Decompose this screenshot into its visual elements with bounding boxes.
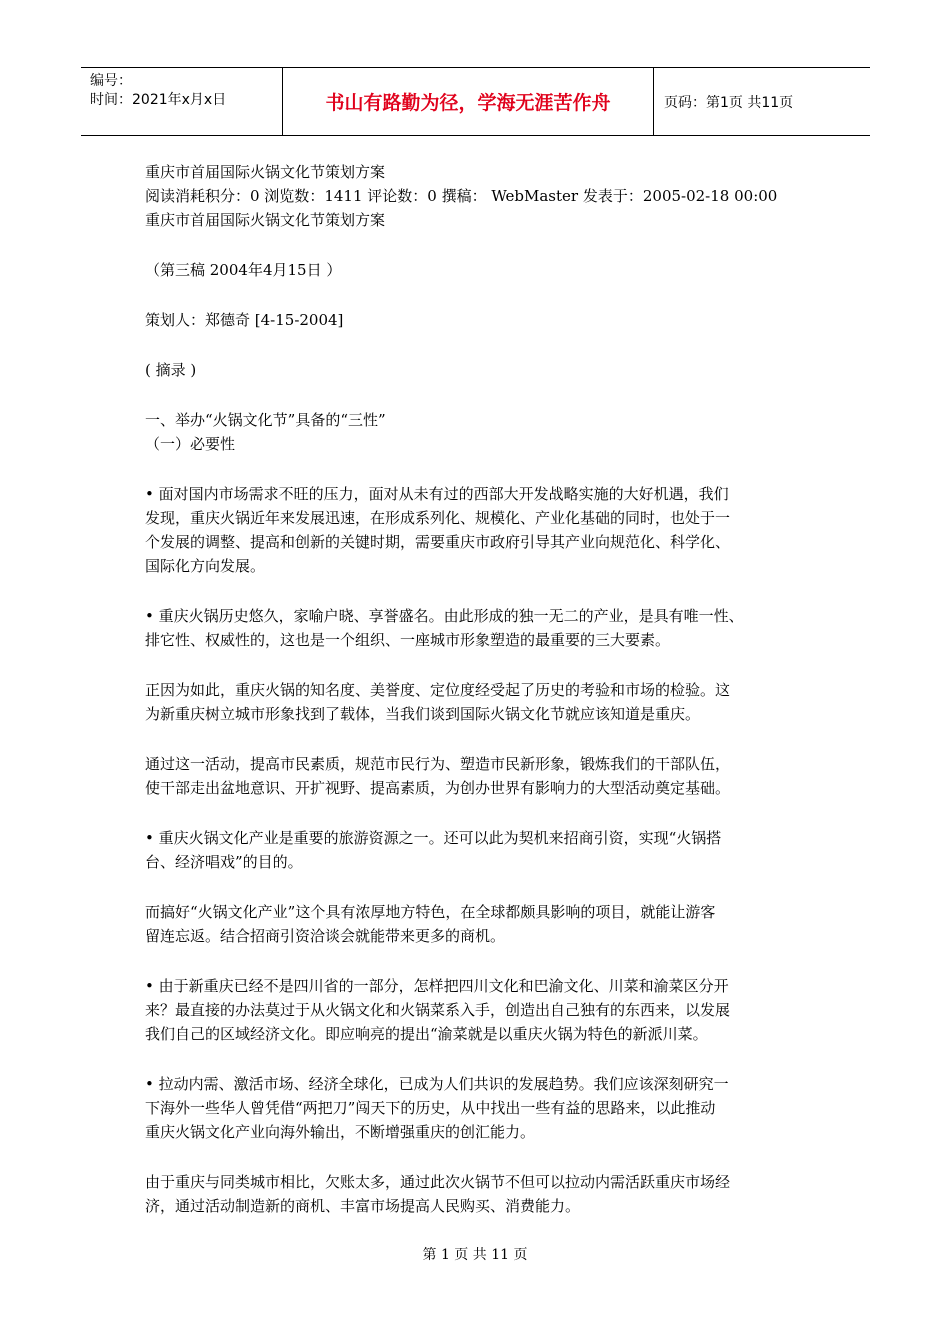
paragraph [145, 604, 825, 652]
text-line: 而搞好“火锅文化产业”这个具有浓厚地方特色，在全球都颇具影响的项目，就能让游客 [145, 903, 716, 921]
text-line: 使干部走出盆地意识、开扩视野、提高素质，为创办世界有影响力的大型活动奠定基础。 [145, 779, 731, 797]
text-line: 重庆市首届国际火锅文化节策划方案 [145, 163, 386, 181]
text-line: 台、经济唱戏”的目的。 [145, 853, 303, 871]
text-line: 我们自己的区域经济文化。即应响亮的提出“渝菜就是以重庆火锅为特色的新派川菜。 [145, 1025, 708, 1043]
text-line: 济，通过活动制造新的商机、丰富市场提高人民购买、消费能力。 [145, 1197, 581, 1215]
paragraph [145, 1170, 825, 1218]
text-line: 个发展的调整、提高和创新的关键时期，需要重庆市政府引导其产业向规范化、科学化、 [145, 533, 731, 551]
text-line: • 重庆火锅历史悠久，家喻户晓、享誉盛名。由此形成的独一无二的产业，是具有唯一性、 [145, 607, 744, 625]
text-line: • 面对国内市场需求不旺的压力，面对从未有过的西部大开发战略实施的大好机遇，我们 [145, 485, 729, 503]
paragraph-gap [145, 1046, 825, 1072]
text-line: 通过这一活动，提高市民素质，规范市民行为、塑造市民新形象，锻炼我们的干部队伍， [145, 755, 731, 773]
number-label: 编号： [90, 73, 132, 89]
paragraph [145, 974, 825, 1046]
text-line: 阅读消耗积分：0 浏览数：1411 评论数：0 撰稿： WebMaster 发表于：2005-02-18 00:00 [145, 187, 778, 205]
paragraph [145, 826, 825, 874]
text-line: 重庆市首届国际火锅文化节策划方案 [145, 211, 386, 229]
text-line: 下海外一些华人曾凭借“两把刀”闯天下的历史，从中找出一些有益的思路来，以此推动 [145, 1099, 716, 1117]
paragraph [145, 308, 825, 332]
text-line: 排它性、权威性的，这也是一个组织、一座城市形象塑造的最重要的三大要素。 [145, 631, 671, 649]
paragraph-gap [145, 332, 825, 358]
paragraph [145, 408, 825, 456]
paragraph [145, 678, 825, 726]
text-line: （一）必要性 [145, 435, 236, 453]
text-line: ( 摘录 ) [145, 361, 197, 379]
paragraph-gap [145, 456, 825, 482]
paragraph-gap [145, 652, 825, 678]
header-page-info: 页码：第1页 共11页 [664, 94, 794, 111]
text-line: • 由于新重庆已经不是四川省的一部分，怎样把四川文化和巴渝文化、川菜和渝菜区分开 [145, 977, 729, 995]
text-line: 为新重庆树立城市形象找到了载体，当我们谈到国际火锅文化节就应该知道是重庆。 [145, 705, 701, 723]
paragraph-gap [145, 874, 825, 900]
page-header [81, 67, 870, 136]
paragraph [145, 752, 825, 800]
text-line: 留连忘返。结合招商引资洽谈会就能带来更多的商机。 [145, 927, 506, 945]
text-line: 发现，重庆火锅近年来发展迅速，在形成系列化、规模化、产业化基础的同时，也处于一 [145, 509, 731, 527]
text-line: （第三稿 2004年4月15日 ） [145, 261, 342, 279]
text-line: 由于重庆与同类城市相比，欠账太多，通过此次火锅节不但可以拉动内需活跃重庆市场经 [145, 1173, 731, 1191]
text-line: 重庆火锅文化产业向海外输出，不断增强重庆的创汇能力。 [145, 1123, 536, 1141]
paragraph-gap [145, 726, 825, 752]
text-line: 国际化方向发展。 [145, 557, 266, 575]
text-line: 一、举办“火锅文化节”具备的“三性” [145, 411, 386, 429]
time-label: 时间：2021年x月x日 [90, 92, 227, 108]
paragraph [145, 358, 825, 382]
paragraph-gap [145, 282, 825, 308]
paragraph-gap [145, 382, 825, 408]
paragraph-gap [145, 232, 825, 258]
text-line: 策划人：郑德奇 [4-15-2004] [145, 311, 344, 329]
paragraph [145, 482, 825, 578]
header-meta [81, 68, 282, 135]
paragraph [145, 900, 825, 948]
header-motto: 书山有路勤为径，学海无涯苦作舟 [282, 68, 654, 135]
paragraph [145, 258, 825, 282]
text-line: • 重庆火锅文化产业是重要的旅游资源之一。还可以此为契机来招商引资，实现“火锅搭 [145, 829, 722, 847]
paragraph [145, 1072, 825, 1144]
document-body [145, 160, 825, 1218]
page-footer: 第 1 页 共 11 页 [422, 1247, 528, 1263]
paragraph-gap [145, 948, 825, 974]
paragraph-gap [145, 578, 825, 604]
paragraph [145, 160, 825, 232]
paragraph-gap [145, 800, 825, 826]
paragraph-gap [145, 1144, 825, 1170]
text-line: • 拉动内需、激活市场、经济全球化，已成为人们共识的发展趋势。我们应该深刻研究一 [145, 1075, 729, 1093]
text-line: 正因为如此，重庆火锅的知名度、美誉度、定位度经受起了历史的考验和市场的检验。这 [145, 681, 731, 699]
text-line: 来？最直接的办法莫过于从火锅文化和火锅菜系入手，创造出自己独有的东西来，以发展 [145, 1001, 731, 1019]
